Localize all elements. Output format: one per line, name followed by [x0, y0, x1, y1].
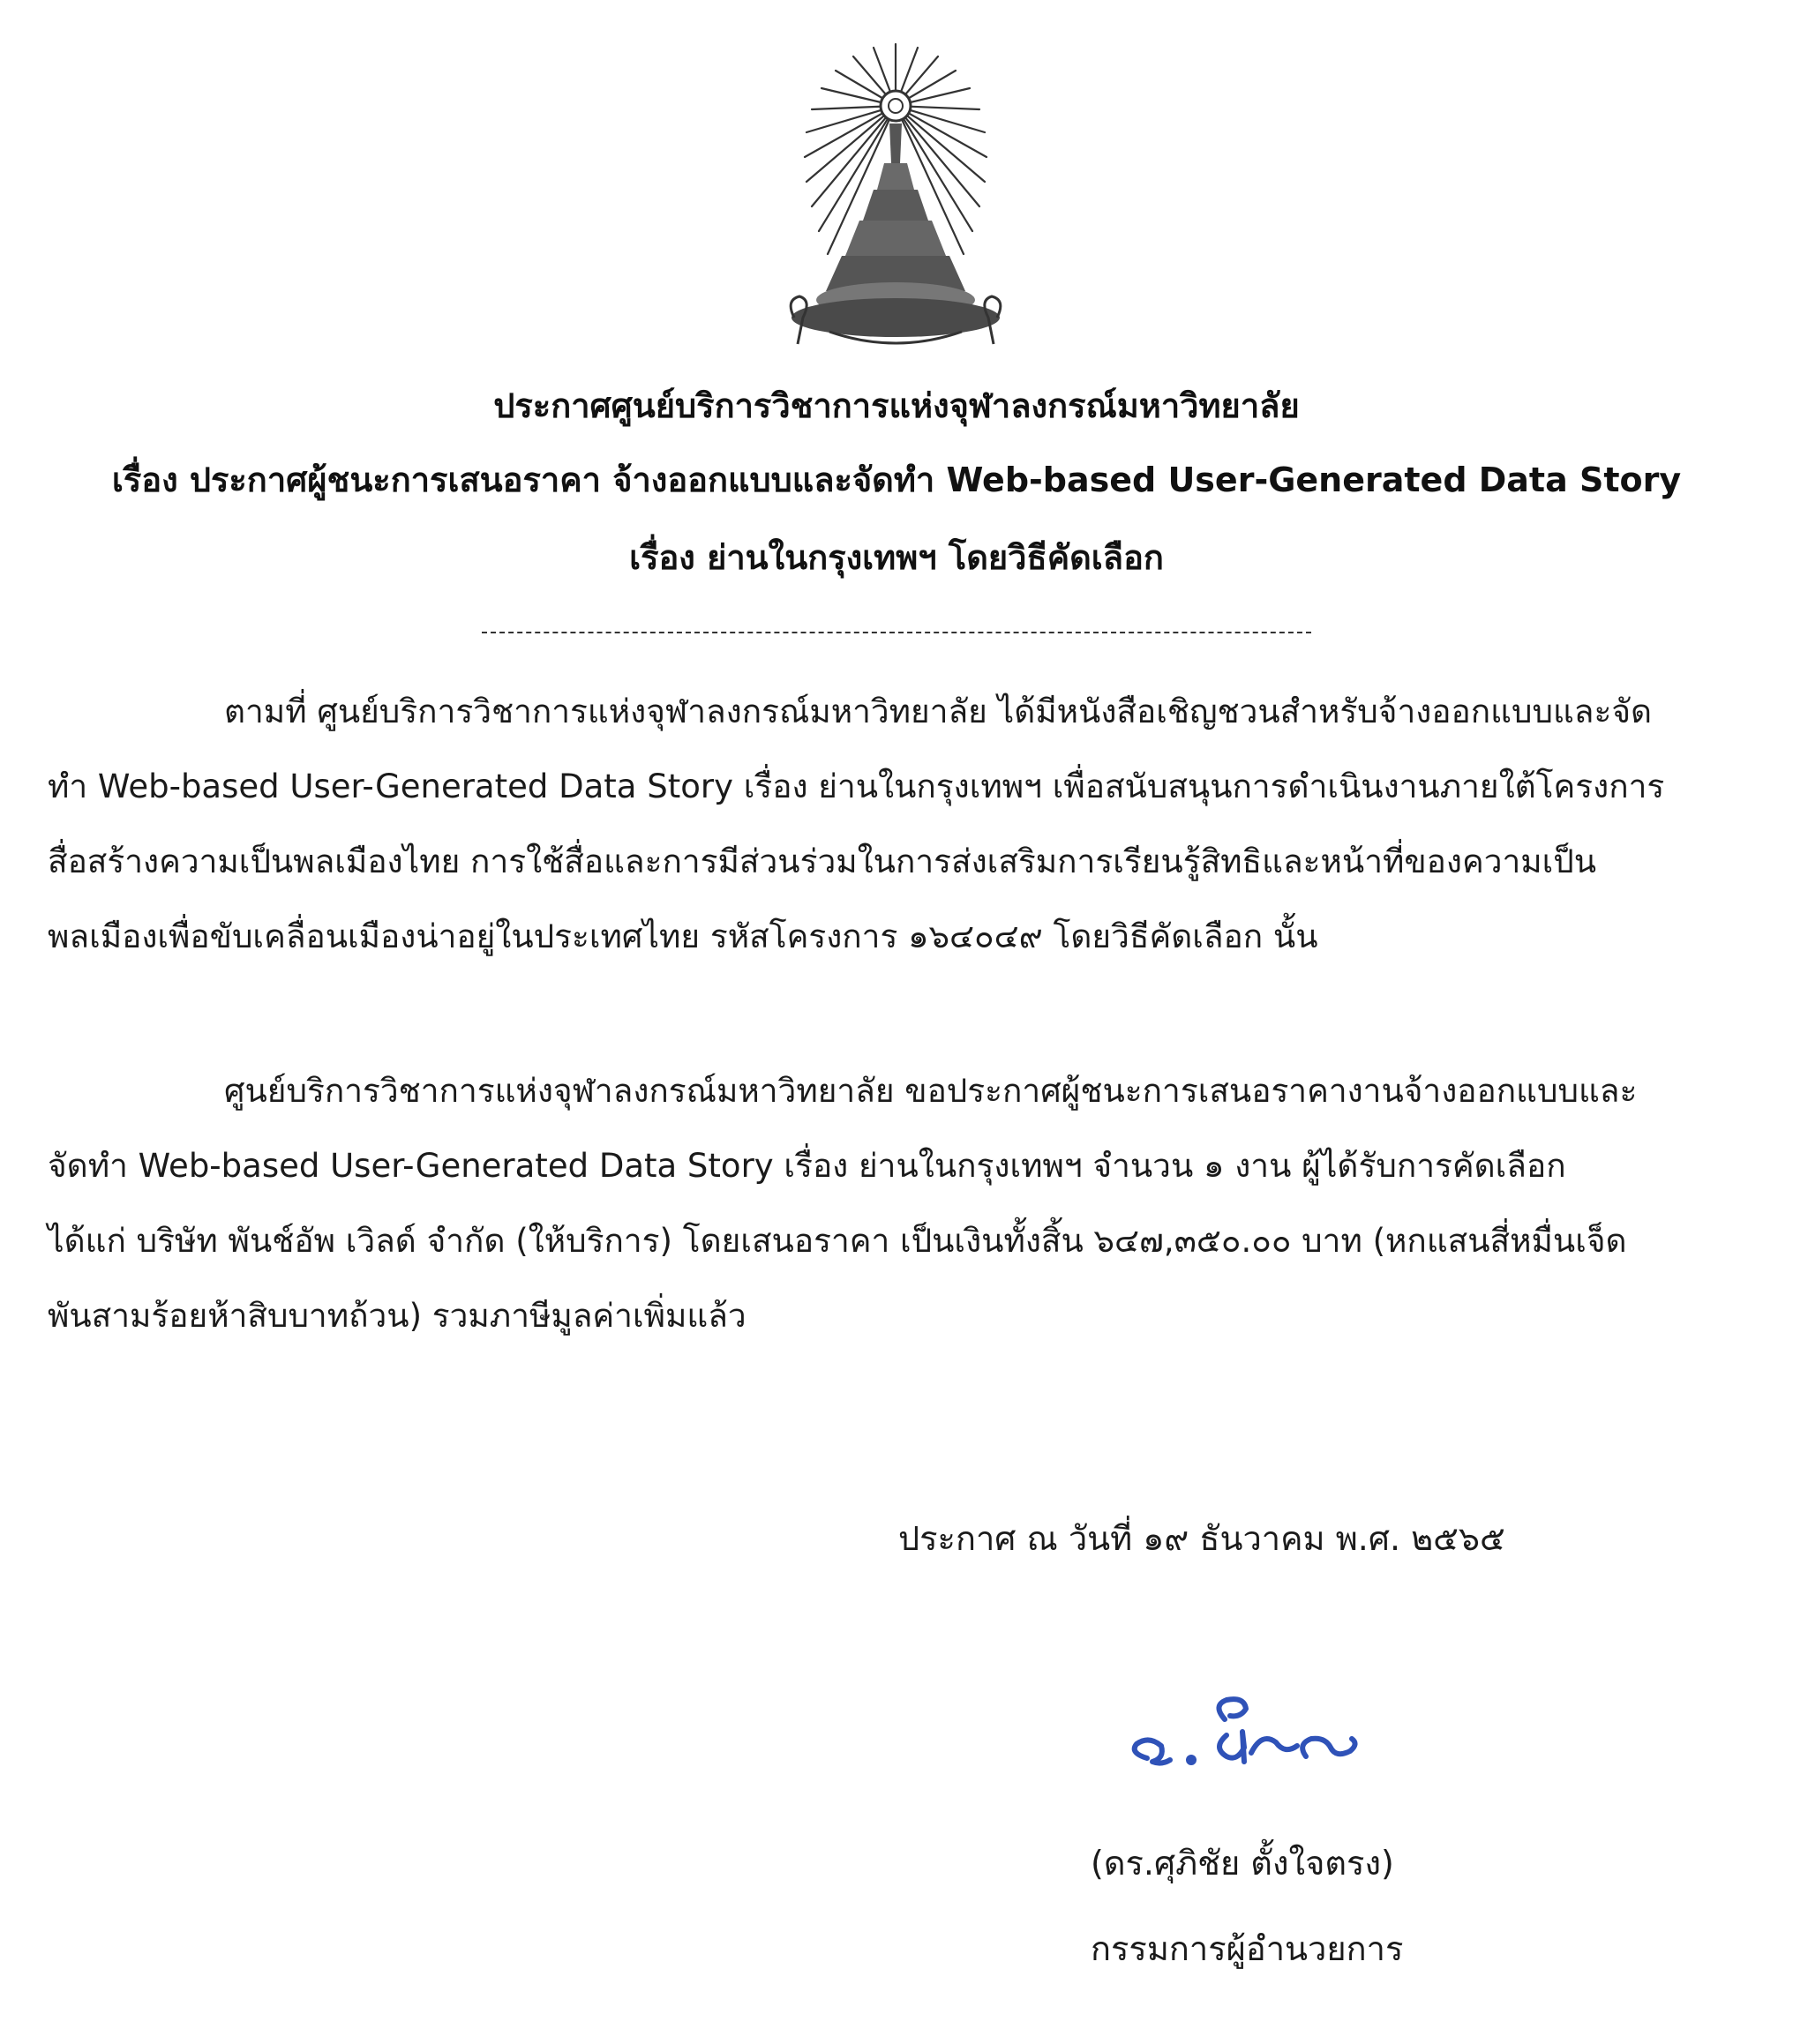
paragraph-award	[48, 1053, 1742, 1353]
paragraph-line: ได้แก่ บริษัท พันช์อัพ เวิลด์ จำกัด (ให้บริการ) โดยเสนอราคา เป็นเงินทั้งสิ้น ๖๔๗,๓๕๐.๐๐ บาท (หกแสนสี่หมื่นเจ็ด	[48, 1222, 1627, 1260]
paragraph-line: ศูนย์บริการวิชาการแห่งจุฬาลงกรณ์มหาวิทยาลัย ขอประกาศผู้ชนะการเสนอราคางานจ้างออกแบบและ	[224, 1072, 1638, 1110]
handwritten-signature	[1121, 1689, 1385, 1786]
announcement-date: ประกาศ ณ วันที่ ๑๙ ธันวาคม พ.ศ. ๒๕๖๕	[898, 1519, 1505, 1558]
announcement-title: ประกาศศูนย์บริการวิชาการแห่งจุฬาลงกรณ์มหาวิทยาลัย	[493, 386, 1300, 425]
paragraph-line: จัดทำ Web-based User-Generated Data Story เรื่อง ย่านในกรุงเทพฯ จำนวน ๑ งาน ผู้ได้รับการคัดเลือก	[48, 1147, 1566, 1185]
university-seal-emblem	[776, 35, 1015, 362]
paragraph-line: พันสามร้อยห้าสิบบาทถ้วน) รวมภาษีมูลค่าเพิ่มแล้ว	[48, 1297, 746, 1335]
paragraph-line: พลเมืองเพื่อขับเคลื่อนเมืองน่าอยู่ในประเทศไทย รหัสโครงการ ๑๖๔๐๔๙ โดยวิธีคัดเลือก นั้น	[48, 917, 1318, 955]
announcement-subject-continued: เรื่อง ย่านในกรุงเทพฯ โดยวิธีคัดเลือก	[629, 538, 1164, 577]
paragraph-background	[48, 674, 1742, 974]
paragraph-line: สื่อสร้างความเป็นพลเมืองไทย การใช้สื่อและการมีส่วนร่วมในการส่งเสริมการเรียนรู้สิทธิและหน้าที่ของความเป็น	[48, 842, 1597, 880]
signer-name: (ดร.ศุภิชัย ตั้งใจตรง)	[1091, 1844, 1394, 1883]
announcement-subject: เรื่อง ประกาศผู้ชนะการเสนอราคา จ้างออกแบบและจัดทำ Web-based User-Generated Data Story	[111, 460, 1682, 499]
title-divider	[482, 632, 1311, 633]
signer-position: กรรมการผู้อำนวยการ	[1091, 1929, 1404, 1968]
paragraph-line: ตามที่ ศูนย์บริการวิชาการแห่งจุฬาลงกรณ์มหาวิทยาลัย ได้มีหนังสือเชิญชวนสำหรับจ้างออกแบบและจัด	[224, 693, 1653, 730]
paragraph-line: ทำ Web-based User-Generated Data Story เรื่อง ย่านในกรุงเทพฯ เพื่อสนับสนุนการดำเนินงานภายใต้โครงการ	[48, 767, 1665, 805]
